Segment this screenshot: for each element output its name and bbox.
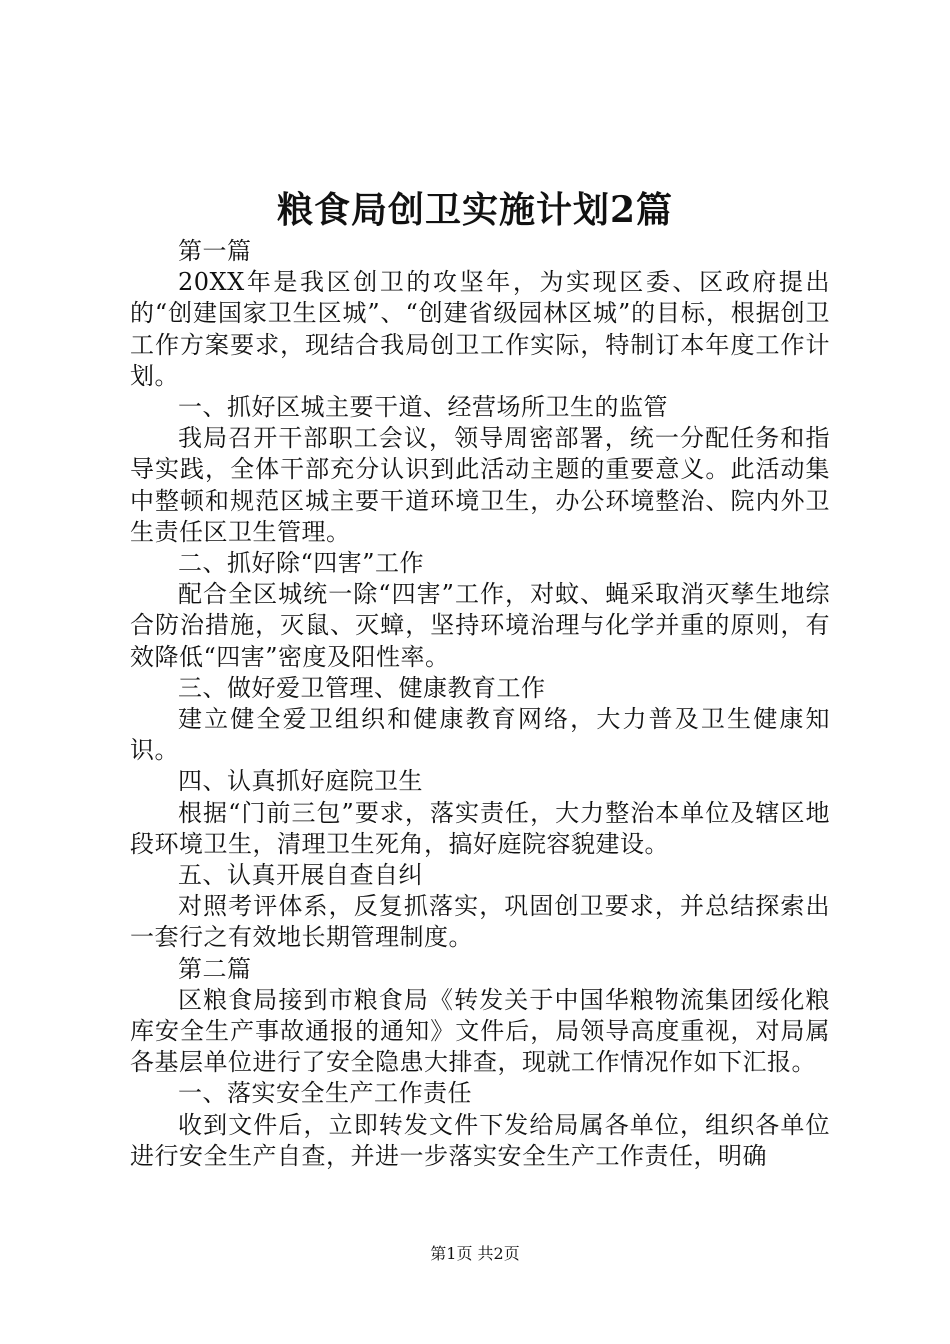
page-footer: 第1页 共2页 <box>430 1244 520 1263</box>
paragraph: 第一篇 <box>178 237 252 265</box>
paragraph: 三、做好爱卫管理、健康教育工作 <box>178 673 546 702</box>
paragraph: 根据“门前三包”要求，落实责任，大力整治本单位及辖区地段环境卫生，清理卫生死角，搞好庭院容貌建设。 <box>130 798 830 858</box>
document-title: 粮食局创卫实施计划2篇 <box>276 189 674 231</box>
paragraph: 20XX年是我区创卫的攻坚年，为实现区委、区政府提出的“创建国家卫生区城”、“创建省级园林区城”的目标，根据创卫工作方案要求，现结合我局创卫工作实际，特制订本年度工作计划。 <box>130 268 830 390</box>
paragraph: 对照考评体系，反复抓落实，巩固创卫要求，并总结探索出一套行之有效地长期管理制度。 <box>130 892 830 952</box>
paragraph: 四、认真抓好庭院卫生 <box>178 767 423 796</box>
paragraph: 建立健全爱卫组织和健康教育网络，大力普及卫生健康知识。 <box>130 705 830 765</box>
paragraph: 一、落实安全生产工作责任 <box>178 1079 472 1108</box>
paragraph: 区粮食局接到市粮食局《转发关于中国华粮物流集团绥化粮库安全生产事故通报的通知》文件后，局领导高度重视，对局属各基层单位进行了安全隐患大排查，现就工作情况作如下汇报。 <box>130 985 830 1077</box>
paragraph: 二、抓好除“四害”工作 <box>178 549 425 578</box>
paragraph: 一、抓好区城主要干道、经营场所卫生的监管 <box>178 393 668 422</box>
paragraph: 收到文件后，立即转发文件下发给局属各单位，组织各单位进行安全生产自查，并进一步落实安全生产工作责任，明确 <box>130 1110 830 1170</box>
paragraph: 五、认真开展自查自纠 <box>178 861 423 890</box>
paragraph: 第二篇 <box>178 954 252 983</box>
paragraph: 配合全区城统一除“四害”工作，对蚊、蝇采取消灭孳生地综合防治措施，灭鼠、灭蟑，坚持环境治理与化学并重的原则，有效降低“四害”密度及阳性率。 <box>130 580 830 671</box>
paragraph: 我局召开干部职工会议，领导周密部署，统一分配任务和指导实践，全体干部充分认识到此活动主题的重要意义。此活动集中整顿和规范区城主要干道环境卫生，办公环境整治、院内外卫生责任区卫生管理。 <box>130 424 830 546</box>
document-body <box>130 236 830 1172</box>
